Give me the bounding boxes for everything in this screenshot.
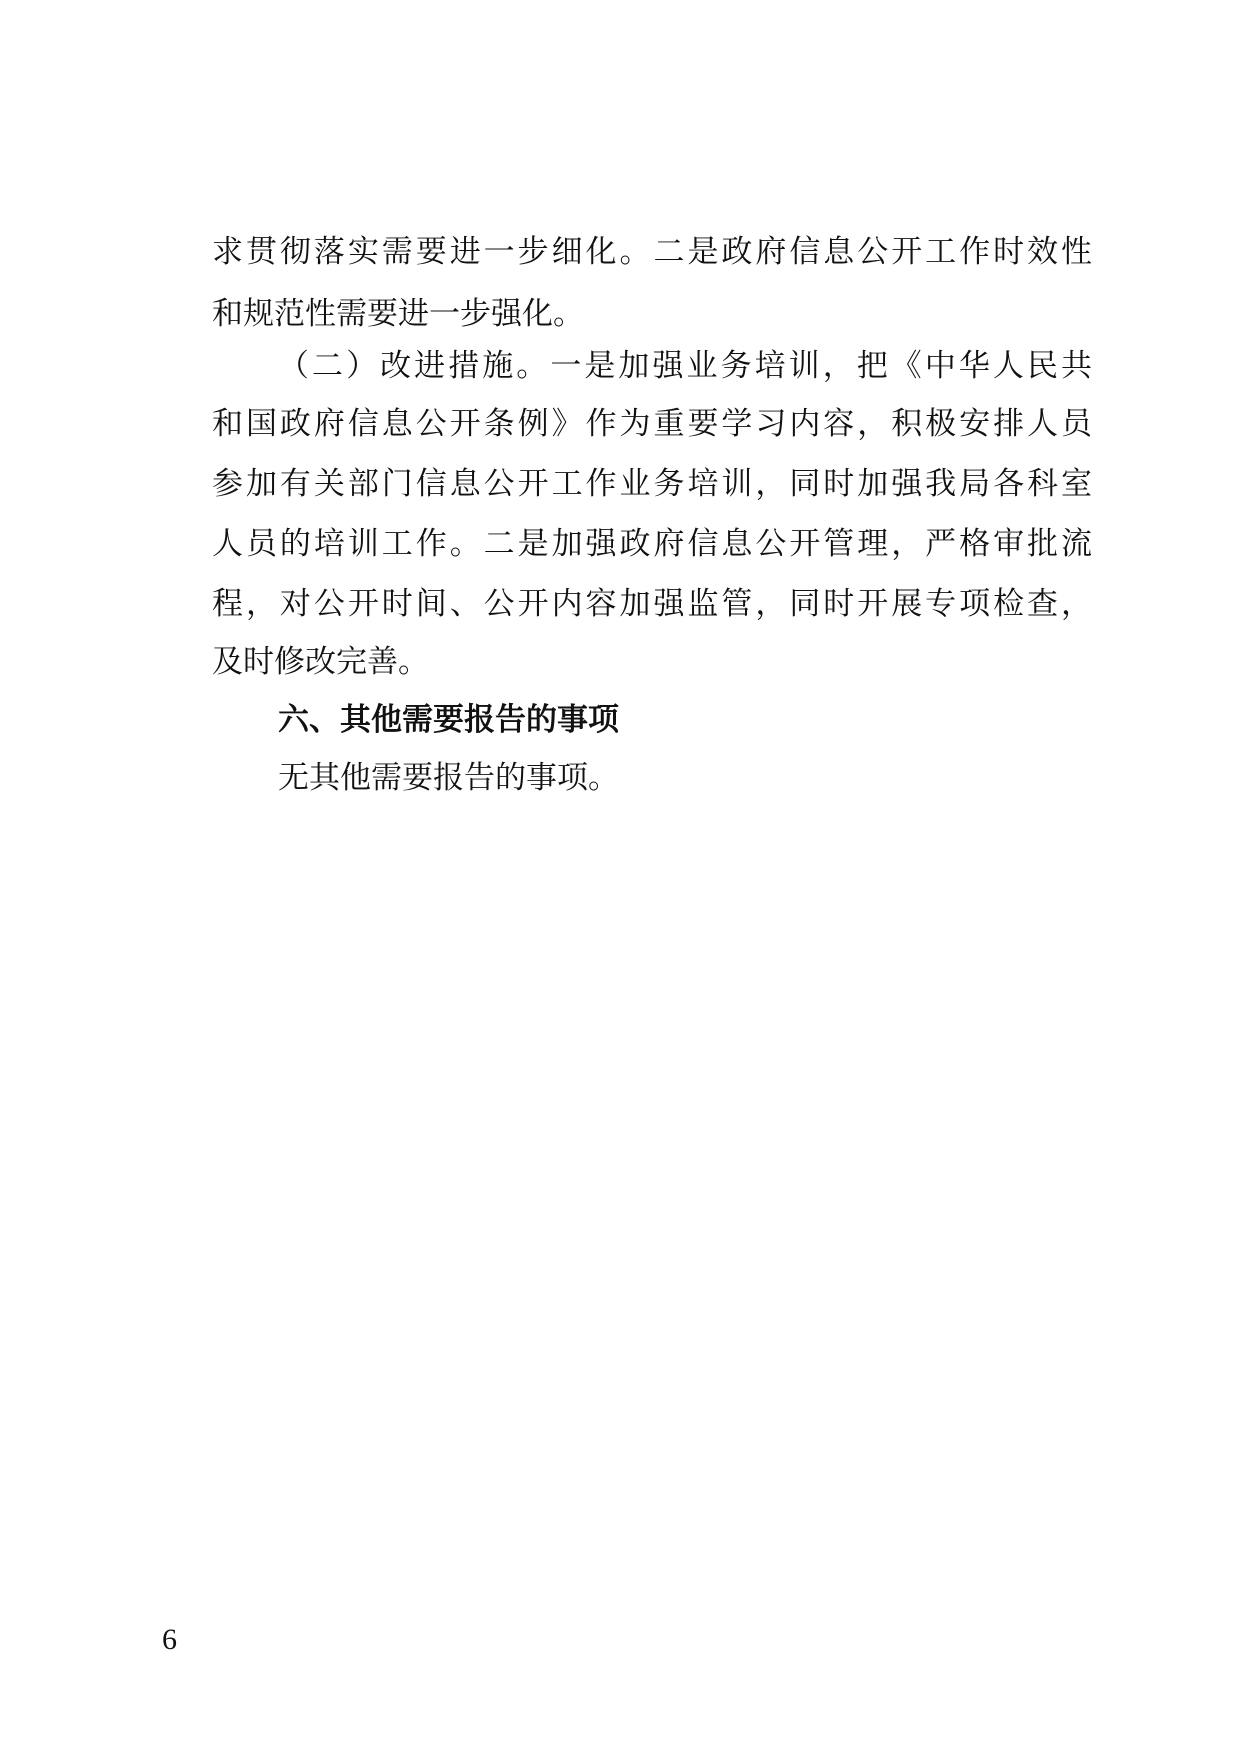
paragraph-2-line-1: （二）改进措施。一是加强业务培训，把《中华人民共 xyxy=(278,348,1092,384)
section-six-heading: 六、其他需要报告的事项 xyxy=(278,702,619,738)
paragraph-2-line-3: 参加有关部门信息公开工作业务培训，同时加强我局各科室 xyxy=(212,466,1092,502)
paragraph-1-line-1: 求贯彻落实需要进一步细化。二是政府信息公开工作时效性 xyxy=(212,234,1092,270)
paragraph-1-line-2: 和规范性需要进一步强化。 xyxy=(212,296,584,332)
paragraph-2-line-6: 及时修改完善。 xyxy=(212,644,429,680)
paragraph-2-line-2: 和国政府信息公开条例》作为重要学习内容，积极安排人员 xyxy=(212,406,1092,442)
section-six-body: 无其他需要报告的事项。 xyxy=(278,760,619,796)
page-number: 6 xyxy=(162,1623,177,1656)
paragraph-2-line-4: 人员的培训工作。二是加强政府信息公开管理，严格审批流 xyxy=(212,526,1092,562)
paragraph-2-line-5: 程，对公开时间、公开内容加强监管，同时开展专项检查， xyxy=(212,586,1092,622)
